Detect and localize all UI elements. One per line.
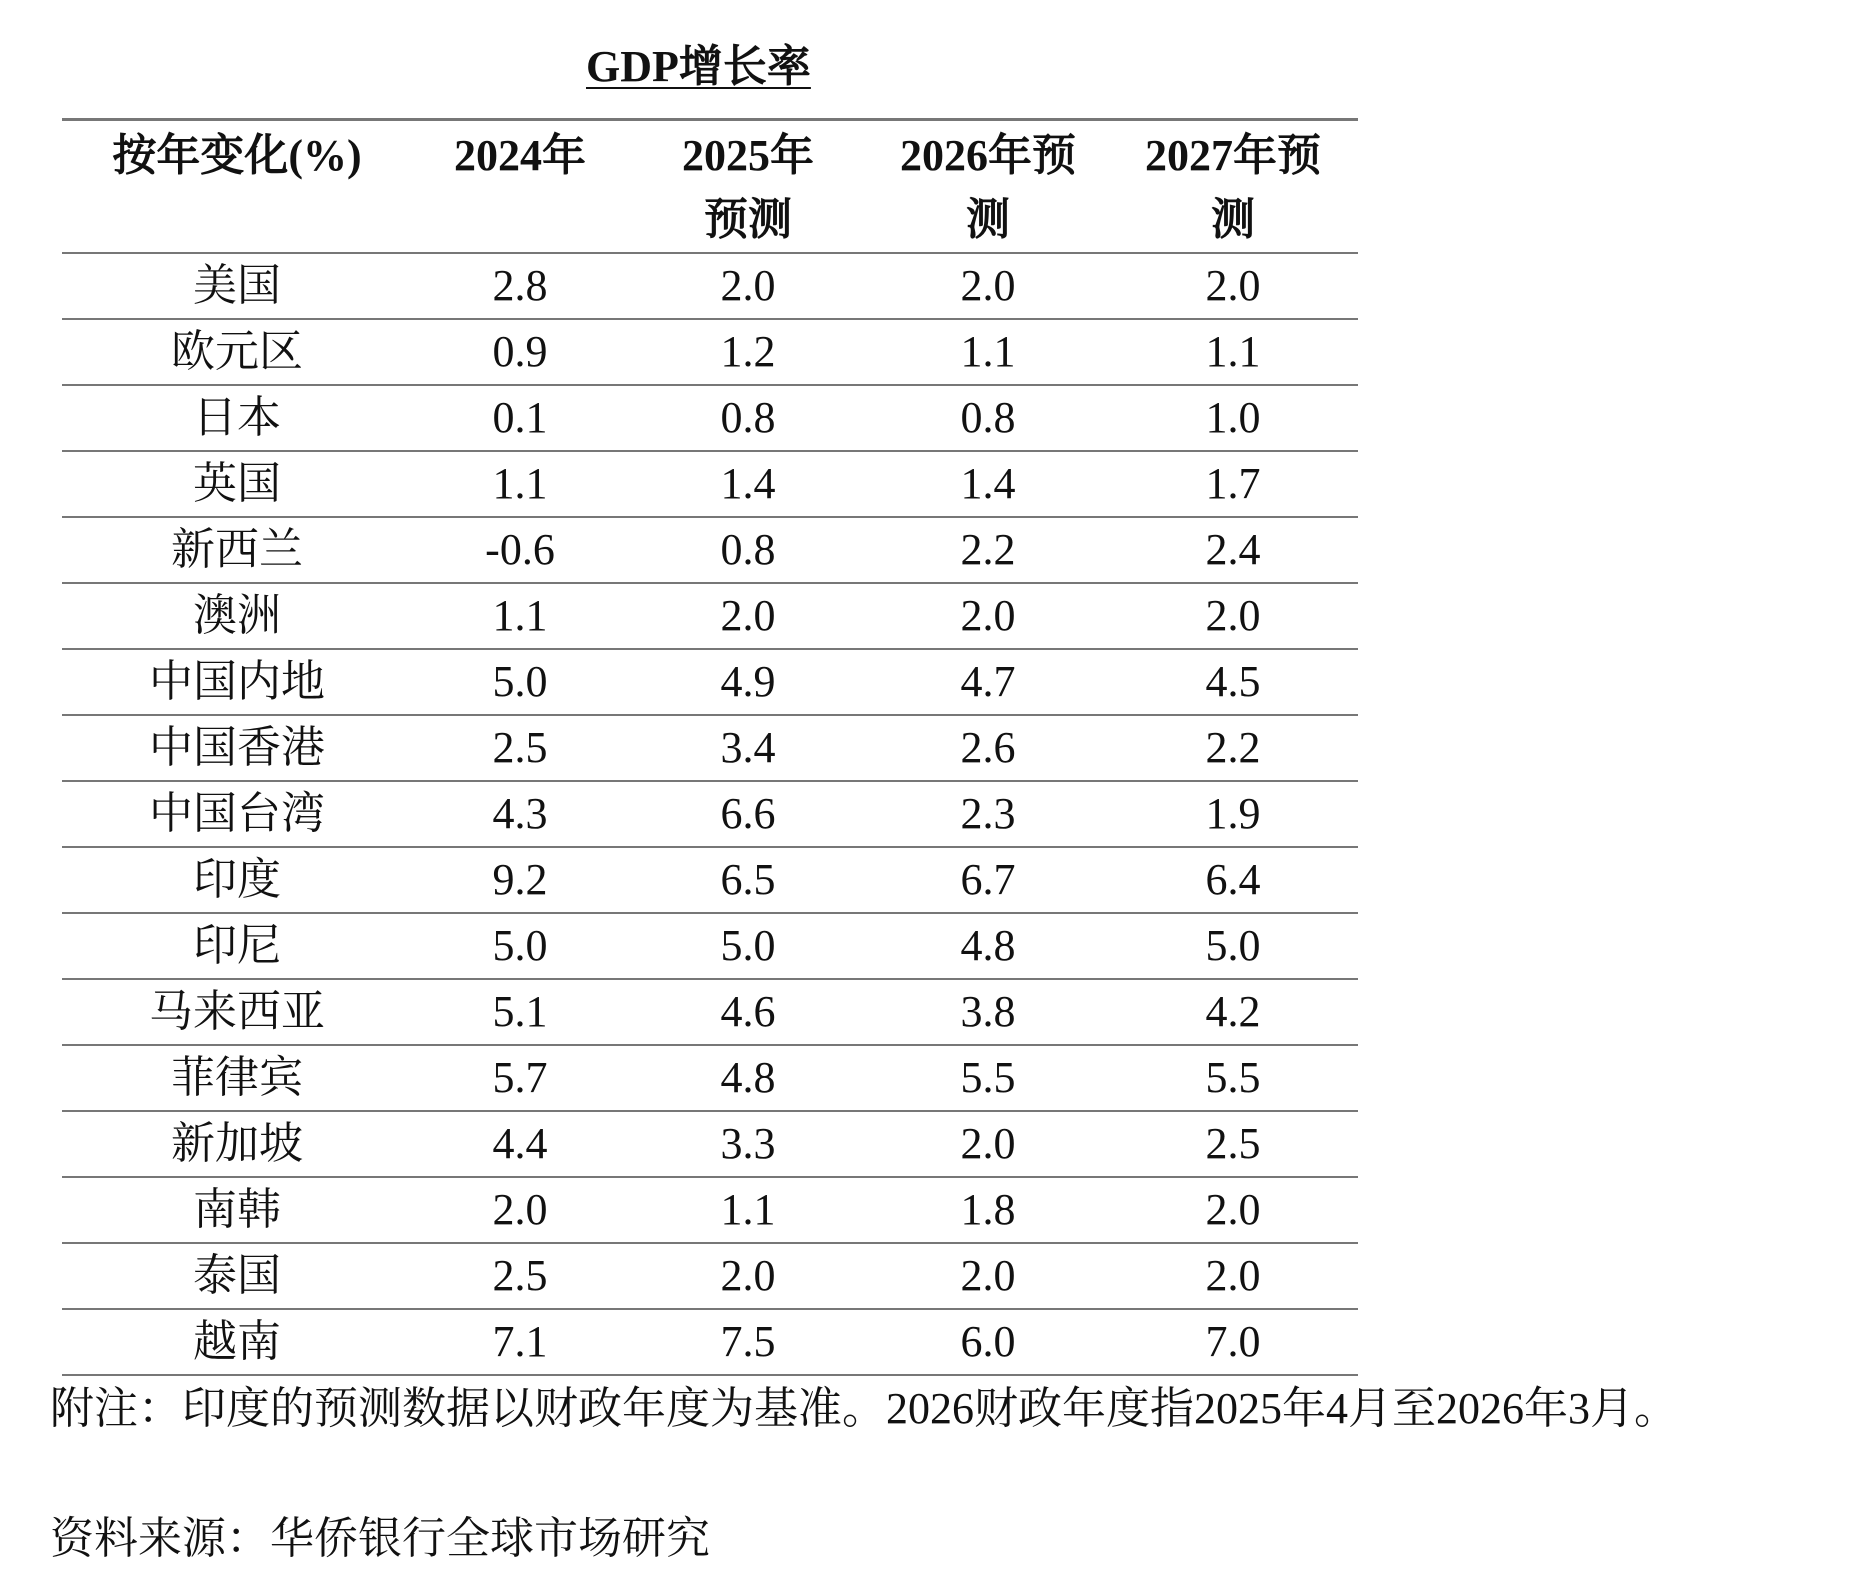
- header-line: 2024年: [454, 131, 586, 180]
- value-cell: 0.8: [720, 393, 776, 442]
- region-cell: 中国内地: [149, 657, 325, 706]
- value-cell: 2.0: [1205, 591, 1261, 640]
- region-cell: 马来西亚: [149, 987, 325, 1036]
- region-cell: 美国: [193, 261, 281, 310]
- value-cell: 2.5: [492, 723, 548, 772]
- header-cell-2026: [868, 120, 1108, 254]
- header-line: 按年变化(%): [112, 131, 362, 180]
- value-cell: 1.4: [960, 459, 1016, 508]
- value-cell: 2.0: [960, 1251, 1016, 1300]
- value-cell: 2.0: [1205, 1251, 1261, 1300]
- value-cell: 2.0: [492, 1185, 548, 1234]
- table-row: [62, 583, 1358, 649]
- value-cell: 1.9: [1205, 789, 1261, 838]
- region-cell: 印度: [193, 855, 281, 904]
- region-cell: 新西兰: [171, 525, 303, 574]
- value-cell: 4.6: [720, 987, 776, 1036]
- value-cell: 5.0: [492, 657, 548, 706]
- value-cell: 5.5: [960, 1053, 1016, 1102]
- header-line: 测: [1211, 195, 1255, 244]
- region-cell: 澳洲: [193, 591, 281, 640]
- table-row: [62, 715, 1358, 781]
- value-cell: 2.5: [492, 1251, 548, 1300]
- footnote: 附注：印度的预测数据以财政年度为基准。2026财政年度指2025年4月至2026年3月。: [50, 1384, 1678, 1433]
- table-row: [62, 847, 1358, 913]
- value-cell: 7.1: [492, 1317, 548, 1366]
- value-cell: 4.3: [492, 789, 548, 838]
- region-cell: 欧元区: [171, 327, 303, 376]
- table-body: [62, 253, 1358, 1375]
- value-cell: 5.0: [720, 921, 776, 970]
- value-cell: 1.1: [492, 591, 548, 640]
- table-row: [62, 253, 1358, 319]
- source-note: 资料来源：华侨银行全球市场研究: [50, 1514, 710, 1563]
- value-cell: 0.8: [960, 393, 1016, 442]
- table-row: [62, 1111, 1358, 1177]
- header-cell-region: [62, 120, 412, 254]
- value-cell: 6.0: [960, 1317, 1016, 1366]
- table-row: [62, 319, 1358, 385]
- value-cell: 0.1: [492, 393, 548, 442]
- value-cell: 1.4: [720, 459, 776, 508]
- value-cell: 4.7: [960, 657, 1016, 706]
- region-cell: 菲律宾: [171, 1053, 303, 1102]
- value-cell: 2.0: [960, 1119, 1016, 1168]
- value-cell: 1.2: [720, 327, 776, 376]
- value-cell: 2.5: [1205, 1119, 1261, 1168]
- table-title: GDP增长率: [586, 42, 811, 91]
- value-cell: 3.8: [960, 987, 1016, 1036]
- value-cell: 2.0: [960, 261, 1016, 310]
- value-cell: 2.0: [1205, 1185, 1261, 1234]
- header-row: [62, 120, 1358, 254]
- table-row: [62, 1309, 1358, 1375]
- value-cell: 4.8: [960, 921, 1016, 970]
- value-cell: 2.0: [720, 261, 776, 310]
- value-cell: 4.5: [1205, 657, 1261, 706]
- region-cell: 泰国: [193, 1251, 281, 1300]
- table-row: [62, 781, 1358, 847]
- header-cell-2025: [628, 120, 868, 254]
- value-cell: 1.0: [1205, 393, 1261, 442]
- value-cell: 6.6: [720, 789, 776, 838]
- region-cell: 英国: [193, 459, 281, 508]
- gdp-growth-table: [62, 118, 1358, 1376]
- header-line: 2026年预: [900, 131, 1076, 180]
- region-cell: 中国台湾: [149, 789, 325, 838]
- value-cell: -0.6: [485, 525, 555, 574]
- value-cell: 2.4: [1205, 525, 1261, 574]
- value-cell: 2.6: [960, 723, 1016, 772]
- header-cell-2027: [1108, 120, 1358, 254]
- region-cell: 南韩: [193, 1185, 281, 1234]
- region-cell: 日本: [193, 393, 281, 442]
- value-cell: 5.0: [1205, 921, 1261, 970]
- header-cell-2024: [412, 120, 628, 254]
- region-cell: 越南: [193, 1317, 281, 1366]
- value-cell: 5.1: [492, 987, 548, 1036]
- value-cell: 3.3: [720, 1119, 776, 1168]
- value-cell: 4.2: [1205, 987, 1261, 1036]
- value-cell: 2.8: [492, 261, 548, 310]
- value-cell: 1.1: [492, 459, 548, 508]
- value-cell: 3.4: [720, 723, 776, 772]
- value-cell: 2.2: [1205, 723, 1261, 772]
- value-cell: 4.9: [720, 657, 776, 706]
- header-line: 测: [966, 195, 1010, 244]
- value-cell: 1.8: [960, 1185, 1016, 1234]
- value-cell: 4.4: [492, 1119, 548, 1168]
- table-row: [62, 1177, 1358, 1243]
- table-row: [62, 913, 1358, 979]
- value-cell: 5.7: [492, 1053, 548, 1102]
- value-cell: 9.2: [492, 855, 548, 904]
- region-cell: 印尼: [193, 921, 281, 970]
- value-cell: 2.2: [960, 525, 1016, 574]
- value-cell: 2.0: [720, 1251, 776, 1300]
- value-cell: 4.8: [720, 1053, 776, 1102]
- value-cell: 1.1: [720, 1185, 776, 1234]
- value-cell: 0.9: [492, 327, 548, 376]
- value-cell: 2.0: [960, 591, 1016, 640]
- value-cell: 6.7: [960, 855, 1016, 904]
- value-cell: 0.8: [720, 525, 776, 574]
- header-line: 预测: [704, 195, 792, 244]
- value-cell: 7.0: [1205, 1317, 1261, 1366]
- table-row: [62, 1243, 1358, 1309]
- region-cell: 新加坡: [171, 1119, 303, 1168]
- table-row: [62, 451, 1358, 517]
- value-cell: 2.0: [720, 591, 776, 640]
- table-header: [62, 120, 1358, 254]
- value-cell: 6.5: [720, 855, 776, 904]
- value-cell: 5.5: [1205, 1053, 1261, 1102]
- value-cell: 6.4: [1205, 855, 1261, 904]
- table-row: [62, 649, 1358, 715]
- table-row: [62, 517, 1358, 583]
- value-cell: 7.5: [720, 1317, 776, 1366]
- value-cell: 2.0: [1205, 261, 1261, 310]
- table-row: [62, 385, 1358, 451]
- region-cell: 中国香港: [149, 723, 325, 772]
- value-cell: 2.3: [960, 789, 1016, 838]
- header-line: 2025年: [682, 131, 814, 180]
- value-cell: 1.1: [960, 327, 1016, 376]
- header-line: 2027年预: [1145, 131, 1321, 180]
- table-row: [62, 979, 1358, 1045]
- value-cell: 5.0: [492, 921, 548, 970]
- value-cell: 1.1: [1205, 327, 1261, 376]
- table-row: [62, 1045, 1358, 1111]
- value-cell: 1.7: [1205, 459, 1261, 508]
